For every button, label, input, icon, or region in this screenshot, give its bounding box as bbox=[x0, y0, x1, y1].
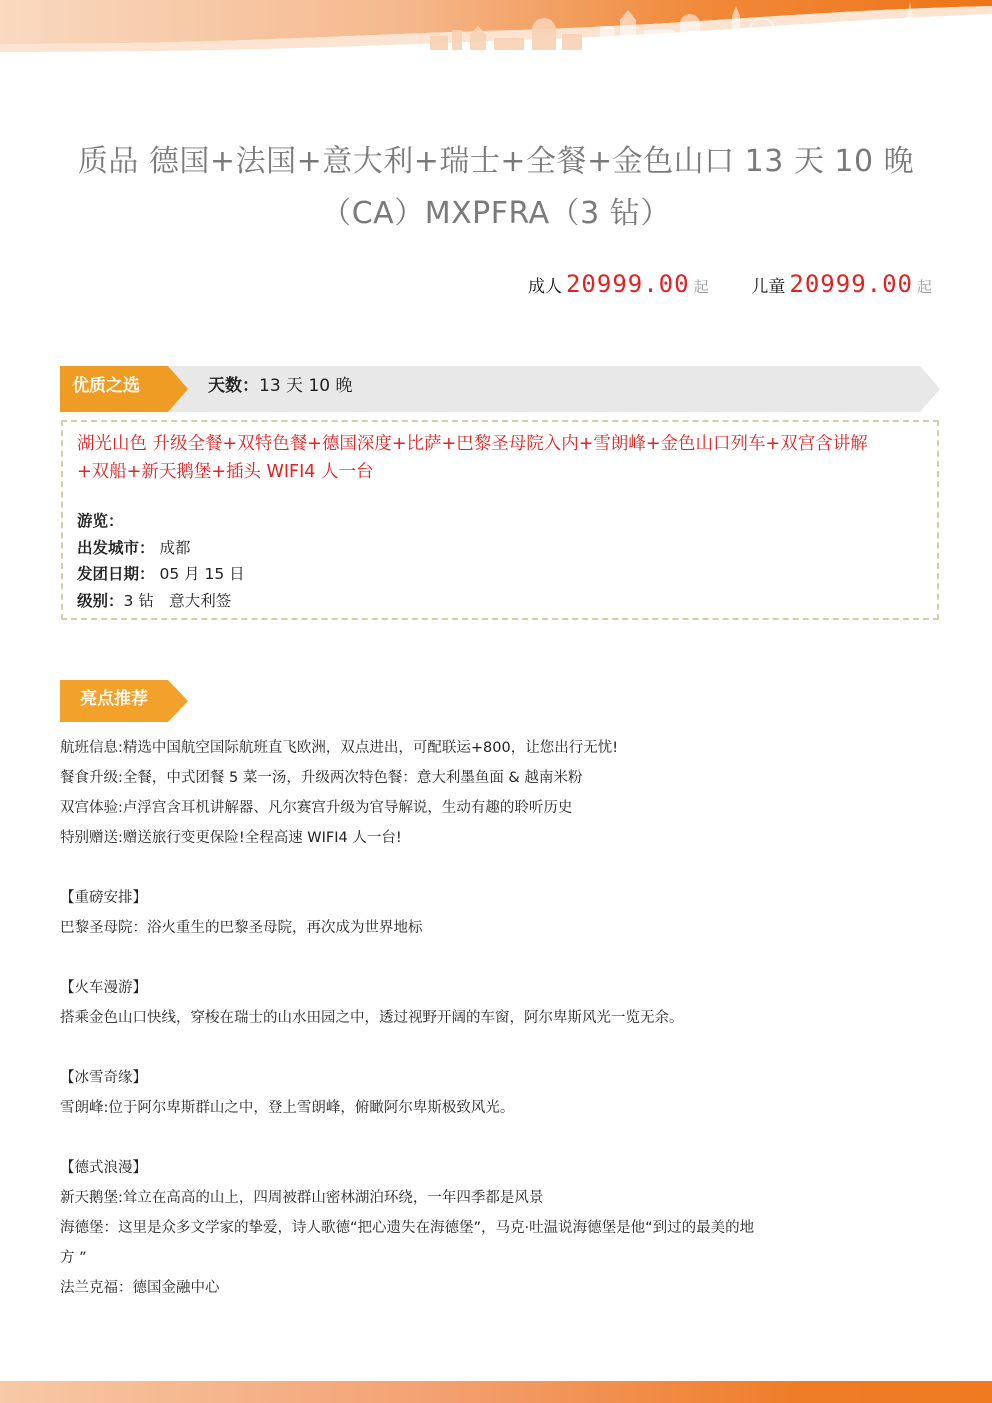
adult-price-value: 20999.00 bbox=[565, 270, 690, 298]
paragraph-schilthorn: 雪朗峰:位于阿尔卑斯群山之中，登上雪朗峰，俯瞰阿尔卑斯极致风光。 bbox=[60, 1100, 515, 1116]
paragraph-golden-pass: 搭乘金色山口快线，穿梭在瑞士的山水田园之中，透过视野开阔的车窗，阿尔卑斯风光一览无余。 bbox=[60, 1010, 684, 1026]
quality-tag bbox=[60, 366, 188, 412]
days-value: 13 天 10 晚 bbox=[259, 376, 353, 396]
paragraph-palace: 双宫体验:卢浮宫含耳机讲解器、凡尔赛宫升级为官导解说，生动有趣的聆听历史 bbox=[60, 800, 573, 816]
date-value: 05 月 15 日 bbox=[159, 565, 245, 583]
paragraph-notre-dame: 巴黎圣母院：浴火重生的巴黎圣母院，再次成为世界地标 bbox=[60, 920, 423, 936]
date-label: 发团日期： bbox=[77, 565, 155, 583]
tour-row bbox=[77, 508, 923, 535]
paragraph-heidelberg: 海德堡：这里是众多文学家的挚爱，诗人歌德“把心遗失在海德堡”，马克·吐温说海德堡是他“到过的最美的地 bbox=[60, 1220, 755, 1236]
highlights-tag-label: 亮点推荐 bbox=[80, 689, 148, 709]
paragraph-heidelberg-cont: 方 ” bbox=[60, 1250, 87, 1266]
price-row bbox=[528, 270, 932, 298]
level-row bbox=[77, 588, 923, 615]
child-price-suffix: 起 bbox=[916, 278, 932, 296]
quality-tag-label: 优质之选 bbox=[72, 376, 140, 396]
highlights-content bbox=[60, 733, 940, 1303]
level-label: 级别： bbox=[77, 591, 124, 610]
footer-band bbox=[0, 1381, 992, 1403]
highlight-line-2: +双船+新天鹅堡+插头 WIFI4 人一台 bbox=[77, 462, 374, 482]
quality-banner bbox=[60, 366, 940, 412]
paragraph-gift: 特别赠送:赠送旅行变更保险!全程高速 WIFI4 人一台! bbox=[60, 830, 402, 846]
title-line-2: （CA）MXPFRA（3 钻） bbox=[321, 196, 671, 231]
level-value: 3 钻 意大利签 bbox=[123, 591, 232, 610]
city-value: 成都 bbox=[159, 538, 191, 557]
paragraph-meal: 餐食升级:全餐，中式团餐 5 菜一汤，升级两次特色餐：意大利墨鱼面 & 越南米粉 bbox=[60, 770, 583, 786]
date-row bbox=[77, 561, 923, 588]
city-label: 出发城市： bbox=[77, 538, 155, 557]
days-info bbox=[208, 366, 352, 406]
heading-key-arrangement: 【重磅安排】 bbox=[60, 890, 147, 906]
banner-background bbox=[60, 366, 940, 412]
paragraph-frankfurt: 法兰克福：德国金融中心 bbox=[60, 1280, 220, 1296]
paragraph-flight: 航班信息:精选中国航空国际航班直飞欧洲，双点进出，可配联运+800，让您出行无忧! bbox=[60, 740, 619, 756]
skyline-illustration bbox=[0, 0, 992, 52]
heading-german-romance: 【德式浪漫】 bbox=[60, 1160, 147, 1176]
highlight-line-1: 湖光山色 升级全餐+双特色餐+德国深度+比萨+巴黎圣母院入内+雪朗峰+金色山口列车+双宫含讲解 bbox=[77, 434, 868, 454]
adult-price-label: 成人 bbox=[527, 277, 562, 297]
page-title bbox=[40, 136, 952, 240]
title-line-1: 质品 德国+法国+意大利+瑞士+全餐+金色山口 13 天 10 晚 bbox=[77, 144, 915, 179]
header-skyline-banner bbox=[0, 0, 992, 52]
heading-train: 【火车漫游】 bbox=[60, 980, 147, 996]
heading-ice-snow: 【冰雪奇缘】 bbox=[60, 1070, 147, 1086]
tour-info-box bbox=[61, 420, 939, 620]
highlights-tag bbox=[60, 680, 188, 722]
tour-label: 游览： bbox=[77, 512, 124, 530]
child-price-label: 儿童 bbox=[751, 277, 786, 297]
paragraph-neuschwanstein: 新天鹅堡:耸立在高高的山上，四周被群山密林湖泊环绕，一年四季都是风景 bbox=[60, 1190, 544, 1206]
highlight-text bbox=[77, 430, 923, 486]
child-price-value: 20999.00 bbox=[789, 270, 913, 298]
days-label: 天数： bbox=[208, 376, 259, 396]
adult-price-suffix: 起 bbox=[693, 278, 709, 296]
city-row bbox=[77, 535, 923, 562]
